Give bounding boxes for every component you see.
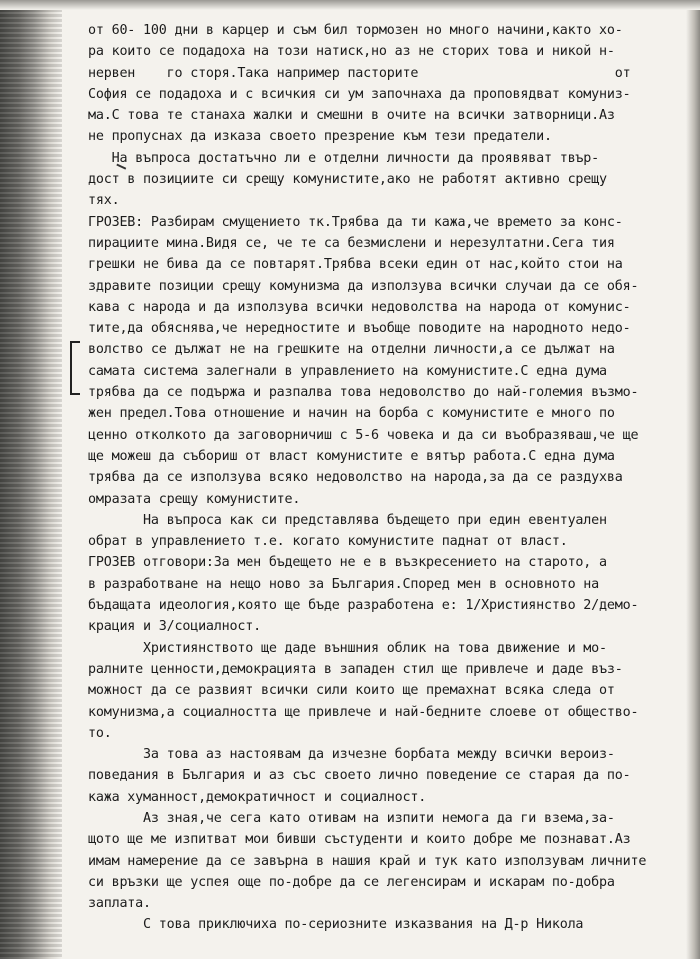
text-line: ГРОЗЕВ отговори:За мен бъдещето не е в възкресението на старото, а [88,555,607,571]
text-line: омразата срещу комунистите. [88,491,301,507]
text-line: крация и 3/социалност. [88,619,261,635]
text-line: ГРОЗЕВ: Разбирам смущението тк.Трябва да ти кажа,че времето за конс- [88,214,623,230]
text-line: За това аз настоявам да изчезне борбата между всички вероиз- [88,747,615,763]
text-line: си връзки ще успея още по-добре да се легенсирам и искарам по-добра [88,874,615,890]
text-line: имам намерение да се завърна в нашия край и тук като използувам личните [88,853,647,869]
text-line: обрат в управлението т.е. когато комунистите паднат от власт. [88,534,568,550]
text-line: бъдащата идеология,която ще бъде разработена е: 1/Християнство 2/демо- [88,598,639,614]
text-line: от 60- 100 дни в карцер и съм бил тормозен но много начини,както хо- [88,23,623,38]
right-edge-shadow [686,0,700,959]
text-line: ще можеш да събориш от власт комунистите е вятър работа.С една дума [88,448,615,464]
text-line: здравите позиции срещу комунизма да използува всички случаи да се обя- [88,278,639,294]
text-line: ма.С това те станаха жалки и смешни в очите на всички затворници.Аз [88,108,615,124]
text-line: дост в позициите си срещу комунистите,ако не работят активно срещу [88,172,607,188]
text-line: комунизма,а социалността ще привлече и най-бедните слоеве от общество- [88,704,639,720]
top-edge-shadow [0,0,700,10]
text-line: кава с народа и да използува всички недоволства на народа от комунис- [88,299,631,315]
text-line: На въпроса как си представлява бъдещето при един евентуален [88,512,607,528]
text-line: пирациите мина.Видя се, че те са безмислени и нерезултатни.Сега тия [88,235,615,251]
text-line: не пропуснах да изказа своето презрение към тези предатели. [88,129,552,145]
binding-shadow [0,0,62,959]
text-line: щото ще ме изпитват мои бивши състуденти и които добре ме познават.Аз [88,832,631,848]
text-line: трябва да се подържа и разпалва това недоволство до най-големия възмо- [88,385,639,401]
typewritten-text-body [88,20,688,936]
text-line: тях. [88,193,120,209]
text-line: Аз зная,че сега като отивам на изпити немога да ги взема,за- [88,810,615,826]
text-line: грешки не бива да се повтарят.Трябва всеки един от нас,който стои на [88,257,623,273]
text-line: нервен го сторя.Така например пасторите от [88,65,631,81]
text-line: ценно отколкото да заговорничиш с 5-6 човека и да си въобразяваш,че ще [88,427,639,443]
text-line: то. [88,725,112,741]
text-line: ралните ценности,демокрацията в западен стил ще привлече и даде въз- [88,661,623,677]
margin-bracket-mark [70,341,80,395]
text-line: Християнството ще даде външния облик на това движение и мо- [88,640,607,656]
text-line: в разработване на нещо ново за България.Според мен в основното на [88,576,600,592]
text-line: поведания в България и аз със своето лично поведение се старая да по- [88,768,631,784]
text-line: самата система залегнали в управлението на комунистите.С една дума [88,363,607,379]
text-line: тите,да обяснява,че нередностите и въобще поводите на народното недо- [88,321,631,337]
text-line: ра които се подадоха на този натиск,но аз не сторих това и никой н- [88,44,615,60]
text-line: можност да се развият всички сили които ще премахнат всяка следа от [88,683,615,699]
text-line: волство се дължат не на грешките на отделни личности,а се дължат на [88,342,615,358]
text-line: жен предел.Това отношение и начин на борба с комунистите е много по [88,406,615,422]
text-line: трябва да се използува всяко недоволство на народа,за да се раздухва [88,470,623,486]
text-line: На въпроса достатъчно ли е отделни личности да проявяват твър- [88,150,600,166]
text-line: заплата. [88,896,151,912]
text-line: София се подадоха и с всичкия си ум започнаха да проповядват комуниз- [88,86,631,102]
text-line: С това приключиха по-сериозните изказвания на Д-р Никола [88,917,584,933]
text-line: кажа хуманност,демократичност и социалност. [88,789,427,805]
